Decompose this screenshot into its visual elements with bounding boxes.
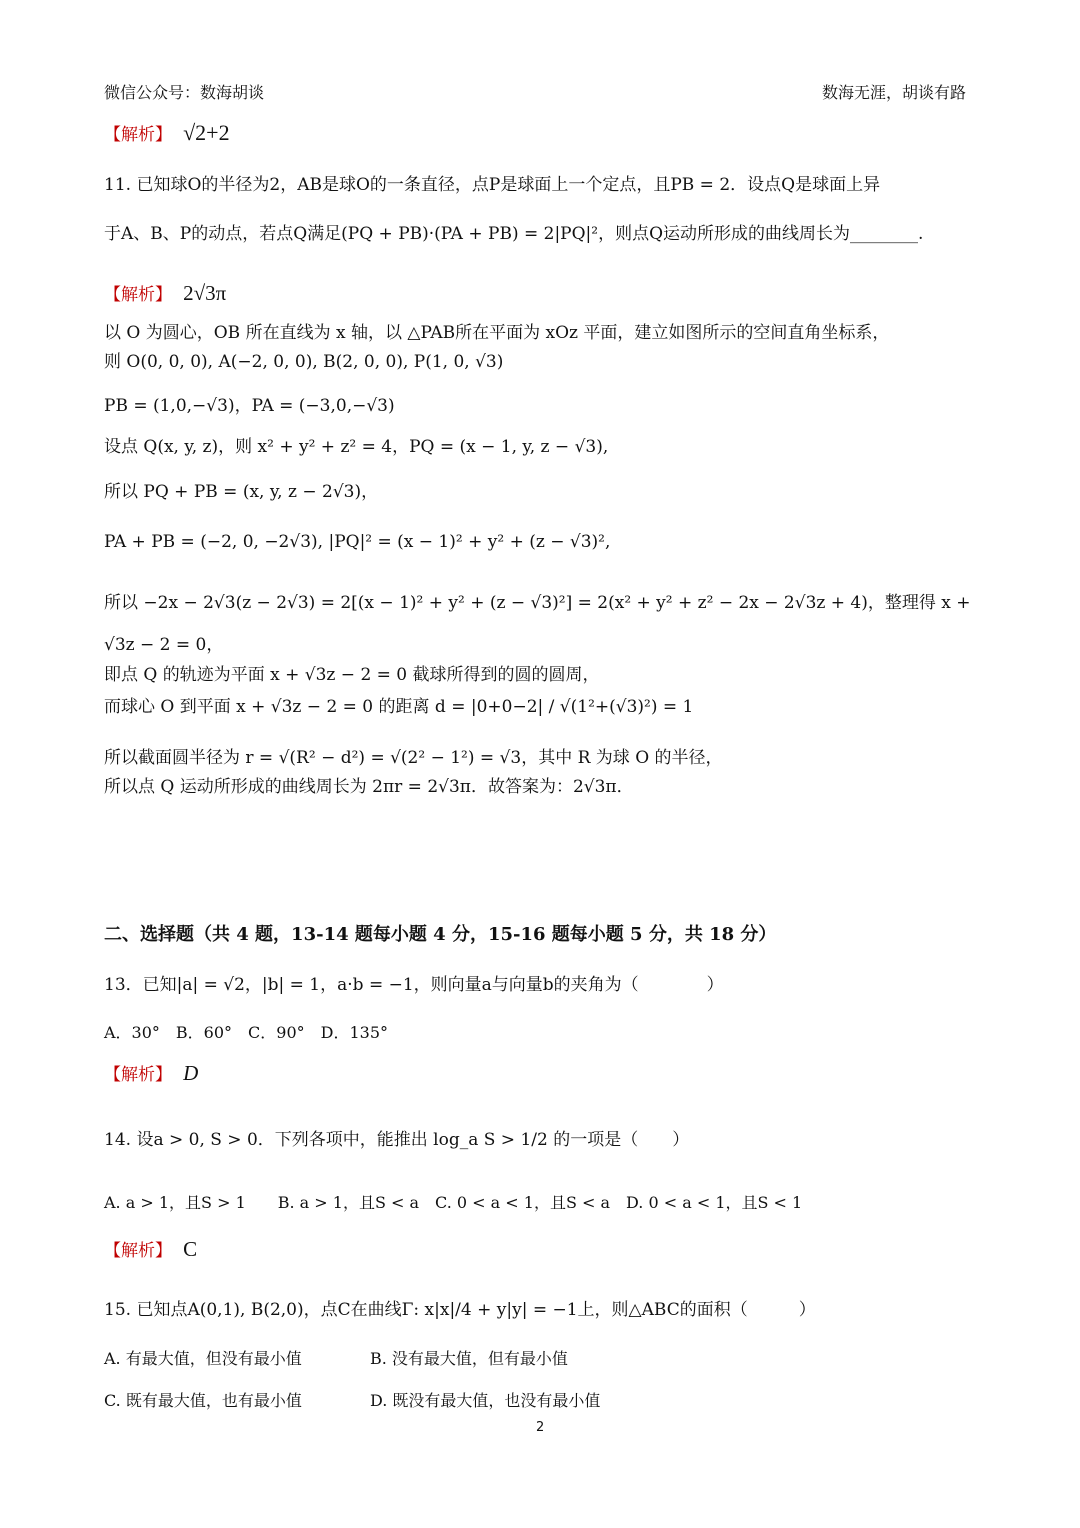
solution-line: 以 O 为圆心，OB 所在直线为 x 轴，以 △PAB所在平面为 xOz 平面，建立如图所示的空间直角坐标系，: [104, 323, 890, 343]
solution-line: 所以截面圆半径为 r = √(R² − d²) = √(2² − 1²) = √3，其中 R 为球 O 的半径，: [104, 748, 723, 768]
q14-options: A. a > 1，且S > 1 B. a > 1，且S < a C. 0 < a < 1，且S < a D. 0 < a < 1，且S < 1: [104, 1193, 803, 1212]
solution-line: 设点 Q(x, y, z)，则 x² + y² + z² = 4，PQ = (x − 1, y, z − √3),: [104, 437, 609, 457]
answer-10: [104, 120, 230, 146]
q15-stem: 15. 已知点A(0,1), B(2,0)，点C在曲线Γ: x|x|/4 + y|y| = −1上，则△ABC的面积（ ）: [104, 1300, 816, 1320]
q11-line2: 于A、B、P的动点，若点Q满足(PQ + PB)·(PA + PB) = 2|PQ|²，则点Q运动所形成的曲线周长为________.: [104, 224, 924, 244]
answer-13: [104, 1060, 198, 1086]
page-number: 2: [536, 1420, 545, 1435]
q13-options: A．30° B．60° C．90° D．135°: [104, 1023, 389, 1042]
analysis-tag: 【解析】: [104, 125, 172, 145]
q15-option-b: B. 没有最大值，但有最小值: [370, 1349, 568, 1368]
q11-line1: 11. 已知球O的半径为2，AB是球O的一条直径，点P是球面上一个定点，且PB = 2．设点Q是球面上异: [104, 175, 881, 195]
q13-stem: 13．已知|a| = √2，|b| = 1，a·b = −1，则向量a与向量b的夹角为（ ）: [104, 975, 724, 995]
q15-option-a: A. 有最大值，但没有最小值: [104, 1349, 302, 1368]
analysis-tag: 【解析】: [104, 1241, 172, 1261]
q15-option-c: C. 既有最大值，也有最小值: [104, 1391, 302, 1410]
analysis-tag: 【解析】: [104, 1065, 172, 1085]
answer-13-value: D: [183, 1061, 199, 1085]
answer-11-value: 2√3π: [183, 281, 227, 305]
solution-line: 则 O(0, 0, 0), A(−2, 0, 0), B(2, 0, 0), P(1, 0, √3): [104, 352, 504, 372]
answer-10-value: √2+2: [183, 120, 230, 145]
answer-11: [104, 280, 226, 306]
header-left: 微信公众号：数海胡谈: [104, 83, 265, 102]
solution-line: 所以 PQ + PB = (x, y, z − 2√3)，: [104, 482, 379, 502]
q14-stem: 14. 设a > 0, S > 0．下列各项中，能推出 log_a S > 1/2 的一项是（ ）: [104, 1130, 690, 1150]
header-right: 数海无涯，胡谈有路: [822, 83, 967, 102]
analysis-tag: 【解析】: [104, 285, 172, 305]
section-title: 二、选择题（共 4 题，13-14 题每小题 4 分，15-16 题每小题 5 分，共 18 分）: [104, 924, 777, 945]
solution-line: 所以 −2x − 2√3(z − 2√3) = 2[(x − 1)² + y² + (z − √3)²] = 2(x² + y² + z² − 2x − 2√3z + 4)，整理得 x +: [104, 593, 971, 613]
solution-line: PA + PB = (−2, 0, −2√3), |PQ|² = (x − 1)² + y² + (z − √3)²,: [104, 532, 611, 552]
q15-option-d: D. 既没有最大值，也没有最小值: [370, 1391, 601, 1410]
solution-line: 所以点 Q 运动所形成的曲线周长为 2πr = 2√3π．故答案为：2√3π．: [104, 777, 634, 797]
solution-line: 而球心 O 到平面 x + √3z − 2 = 0 的距离 d = |0+0−2| / √(1²+(√3)²) = 1: [104, 697, 694, 717]
answer-14-value: C: [183, 1237, 198, 1261]
solution-line: 即点 Q 的轨迹为平面 x + √3z − 2 = 0 截球所得到的圆的圆周，: [104, 665, 600, 685]
answer-14: [104, 1236, 197, 1262]
solution-line: PB = (1,0,−√3)，PA = (−3,0,−√3): [104, 396, 395, 416]
solution-line: √3z − 2 = 0，: [104, 635, 224, 655]
